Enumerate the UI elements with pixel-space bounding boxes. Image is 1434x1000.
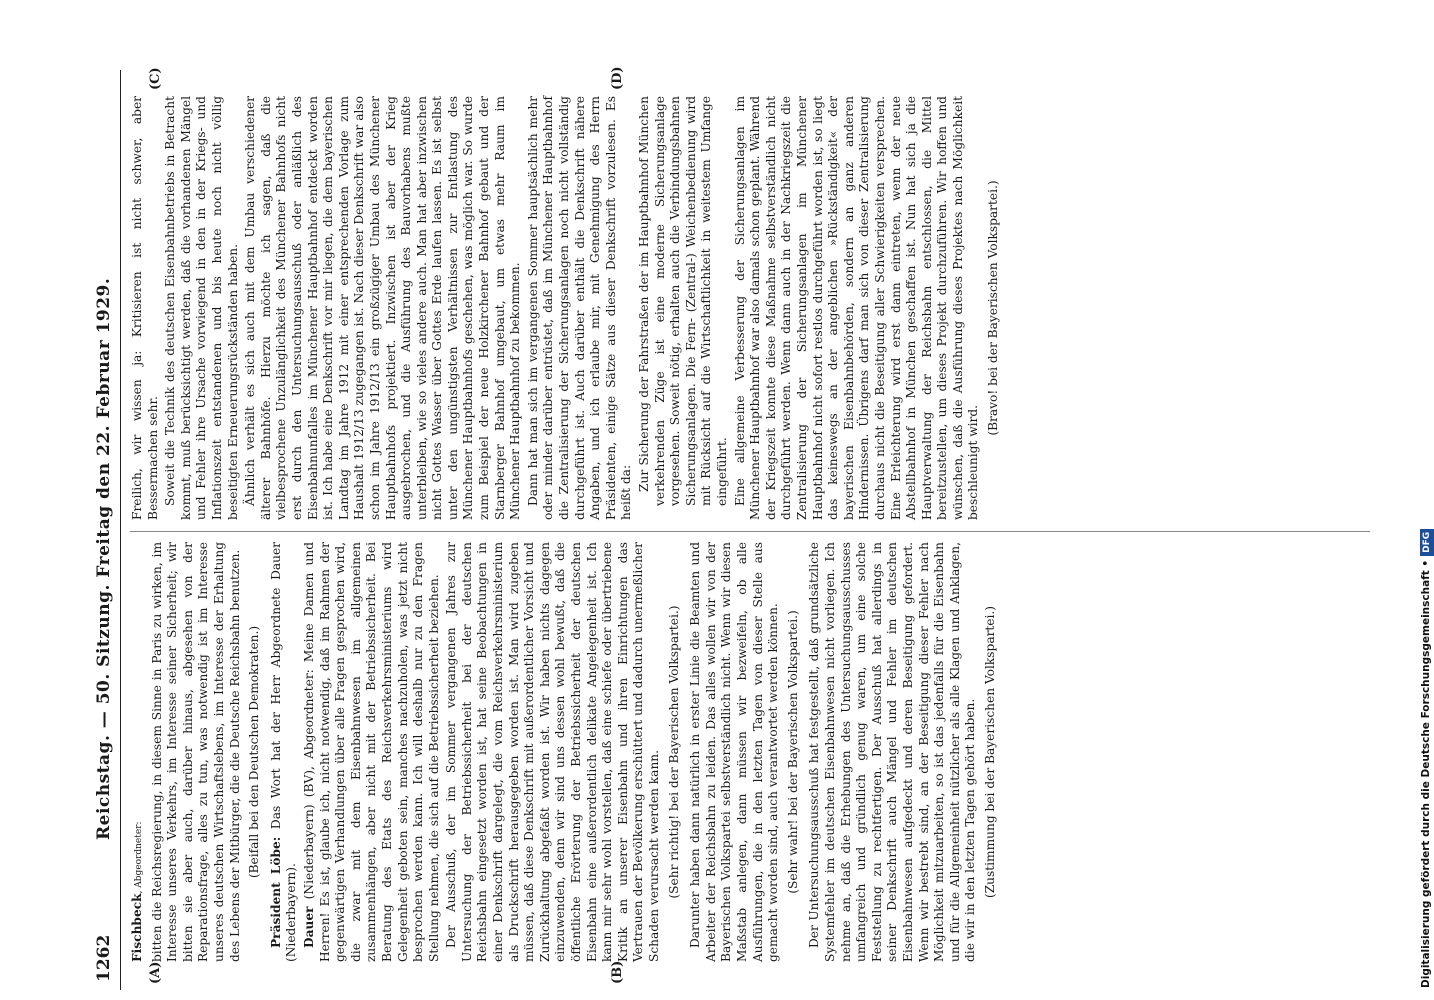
speech-paragraph [302,542,442,962]
speaker-name: Fischbeck [130,893,144,962]
dfg-logo: DFG [1420,529,1434,556]
speech-paragraph: Freilich, wir wissen ja: Kritisieren ist nicht schwer, aber Bessermachen sehr. [130,96,160,520]
margin-marker-d: (D) [610,66,625,90]
speech-paragraph: Soweit die Technik des deutschen Eisenbahnbetriebs in Betracht kommt, muß berücksichtigt werden, daß die vorhandenen Mängel und Fehler ihre Ursache vorwiegend in den in der Kriegs- und Inflationszeit entstandenen und bis heute noch nicht völlig beseitigten Erneuerungsrückständen haben. [163,96,240,520]
margin-marker-b: (B) [610,960,625,984]
interjection: (Sehr richtig! bei der Bayerischen Volkspartei.) [666,605,681,899]
speech-paragraph: Der Untersuchungsausschuß hat festgestellt, daß grundsätzliche Systemfehler im deutschen Eisenbahnwesen nicht vorliegen. Ich nehme an, daß die Erhebungen des Untersuchungsausschusses umfangreich und gründlich genug waren, um eine solche Feststellung zu rechtfertigen. Der Ausschuß hat allerdings in seiner Denkschrift auch Mängel und Fehler im deutschen Eisenbahnwesen aufgedeckt und deren Beseitigung gefordert. Wenn wir bestrebt sind, an der Beseitigung dieser Fehler nach Möglichkeit mitzuarbeiten, so ist das jedenfalls für die Eisenbahn und für die Allgemeinheit nützlicher als alle Klagen und Anklagen, die wir in den letzten Tagen gehört haben. [807,542,978,962]
interjection: (Bravo! bei der Bayerischen Volkspartei.) [986,180,1001,436]
speaker-role: , Abgeordneter: [134,821,144,894]
speech-paragraph [130,542,148,962]
page-number: 1262 [94,934,114,982]
header-title: Reichstag. — 50. Sitzung. Freitag den 22. Februar 1929. [94,277,114,840]
interjection: (Zustimmung bei der Bayerischen Volkspartei.) [982,605,997,899]
digitization-text [1416,8,1434,988]
running-head [90,70,121,990]
speech-paragraph: Darunter haben dann natürlich in erster Linie die Beamten und Arbeiter der Reichsbahn zu leiden. Das alles wollen wir von der Bayerischen Volkspartei selbstverständlich nicht. Wenn wir diesen Maßstab anlegen, dann müssen wir bezweifeln, ob alle Ausführungen, die in den letzten Tagen von dieser Stelle aus gemacht worden sind, auch verantwortet werden können. [688,542,781,962]
digitization-note [1416,8,1434,988]
speaker-name: Präsident Löbe: [268,836,283,948]
quoted-passage: Zur Sicherung der Fahrstraßen der im Hauptbahnhof München verkehrenden Züge ist eine moderne Sicherungsanlage vorgesehen. Soweit nötig, erhalten auch die Verbindungsbahnen Sicherungsanlagen. Die Fern- (Zentral-) Weichenbedienung wird mit Rücksicht auf die Wirtschaftlichkeit in weitestem Umfange eingeführt. [637,96,729,506]
column-divider [130,531,1370,532]
president-line [269,542,300,962]
interjection: (Beifall bei den Deutschen Demokraten.) [247,625,262,879]
speech-paragraph: Eine allgemeine Verbesserung der Sicherungsanlagen im Münchener Hauptbahnhof war also damals schon geplant. Während der Kriegszeit konnte diese Maßnahme selbstverständlich nicht durchgeführt werden. Wenn dann auch in der Nachkriegszeit die Zentralisierung der Sicherungsanlagen im Münchener Hauptbahnhof nicht sofort restlos durchgeführt worden ist, so liegt das keineswegs an der angeblichen »Rückständigkeit« der bayerischen Eisenbahnbehörden, sondern an ganz anderen Hindernissen. Übrigens darf man sich von dieser Zentralisierung durchaus nicht die Beseitigung aller Schwierigkeiten versprechen. Eine Erleichterung wird erst dann eintreten, wenn der neue Abstellbahnhof in München geschaffen ist. Nun hat sich ja die Hauptverwaltung der Reichsbahn entschlossen, die Mittel bereitzustellen, um dieses Projekt durchzuführen. Wir hoffen und wünschen, daß die Ausführung dieses Projektes nach Möglichkeit beschleunigt wird. [732,96,981,520]
funding-note: Digitalisierung gefördert durch die Deutsche Forschungsgemeinschaft • [1420,559,1432,988]
margin-marker-a: (A) [148,961,163,984]
left-column [130,542,1004,962]
rotated-page [90,66,1400,990]
president-text: Das Wort hat der Herr Abgeordnete Dauer (Niederbayern). [268,542,299,962]
speech-text: (Niederbayern) (BV), Abgeordneter: Meine Damen und Herren! Es ist, glaube ich, nicht notwendig, daß im Rahmen der gegenwärtigen Verhandlungen über alle Fragen gesprochen wird, die zwar mit dem Eisenbahnwesen im allgemeinen zusammenhängen, aber nicht mit der Betriebssicherheit. Bei Beratung des Etats des Reichsverkehrsministeriums wird Gelegenheit geboten sein, manches nachzuholen, was jetzt nicht besprochen werden kann. Ich will deshalb nur zu den Fragen Stellung nehmen, die sich auf die Betriebssicherheit beziehen. [301,542,441,962]
speech-paragraph: Der Ausschuß, der im Sommer vergangenen Jahres zur Untersuchung der Betriebssicherheit bei der deutschen Reichsbahn eingesetzt worden ist, hat seine Beobachtungen in einer Denkschrift dargelegt, die vom Reichsverkehrsministerium als Druckschrift herausgegeben worden ist. Man wird zugeben müssen, daß diese Denkschrift mit außerordentlicher Vorsicht und Zurückhaltung abgefaßt worden ist. Wir haben nichts dagegen einzuwenden, denn wir sind uns dessen wohl bewußt, daß die öffentliche Erörterung der Betriebssicherheit der deutschen Eisenbahn eine außerordentlich delikate Angelegenheit ist. Ich kann mir sehr wohl vorstellen, daß eine schiefe oder übertriebene Kritik an unserer Eisenbahn und ihren Einrichtungen das Vertrauen der Bevölkerung erschüttert und dadurch unermeßlicher Schaden verursacht werden kann. [444,542,661,962]
speaker-name: Dauer [301,906,316,948]
speech-paragraph: Ähnlich verhält es sich auch mit dem Umbau verschiedener älterer Bahnhöfe. Hierzu möchte ich sagen, daß die vielbesprochene Unzulänglichkeit des Münchener Bahnhofs nicht erst durch den Untersuchungsausschuß oder anläßlich des Eisenbahnunfalles im Münchener Hauptbahnhof entdeckt worden ist. Ich habe eine Denkschrift vor mir liegen, die dem bayerischen Landtag im Jahre 1912 mit einer entsprechenden Vorlage zum Haushalt 1912/13 zugegangen ist. Nach dieser Denkschrift war also schon im Jahre 1912/13 ein großzügiger Umbau des Münchener Hauptbahnhofs projektiert. Inzwischen ist aber der Krieg ausgebrochen, und die Ausführung des Bauvorhabens mußte unterbleiben, wie so vieles andere auch. Man hat aber inzwischen nicht Gottes Wasser über Gottes Erde laufen lassen. Es ist selbst unter den ungünstigsten Verhältnissen zur Entlastung des Münchener Hauptbahnhofs geschehen, was möglich war. So wurde zum Beispiel der neue Holzkirchener Bahnhof gebaut und der Starnberger Bahnhof umgebaut, um etwas mehr Raum im Münchener Hauptbahnhof zu bekommen. [243,96,523,520]
interjection: (Sehr wahr! bei der Bayerischen Volkspartei.) [785,610,800,894]
speech-paragraph: bitten die Reichsregierung, in diesem Sinne in Paris zu wirken, im Interesse unseres Verkehrs, im Interesse seiner Sicherheit; wir bitten sie aber auch, darüber hinaus, abgesehen von der Reparationsfrage, alles zu tun, was notwendig ist im Interesse unseres deutschen Wirtschaftslebens, im Interesse der Erhaltung des Lebens der Mitbürger, die die Deutsche Reichsbahn benutzen. [149,542,242,962]
speech-paragraph: Dann hat man sich im vergangenen Sommer hauptsächlich mehr oder minder darüber entrüstet, daß im Münchener Hauptbahnhof die Zentralisierung der Sicherungsanlagen noch nicht vollständig durchgeführt ist. Auch darüber enthält die Denkschrift nähere Angaben, und ich erlaube mir, mit Genehmigung des Herrn Präsidenten, einige Sätze aus dieser Denkschrift vorzulesen. Es heißt da: [525,96,634,520]
margin-marker-c: (C) [148,67,163,90]
right-column [130,96,1008,520]
